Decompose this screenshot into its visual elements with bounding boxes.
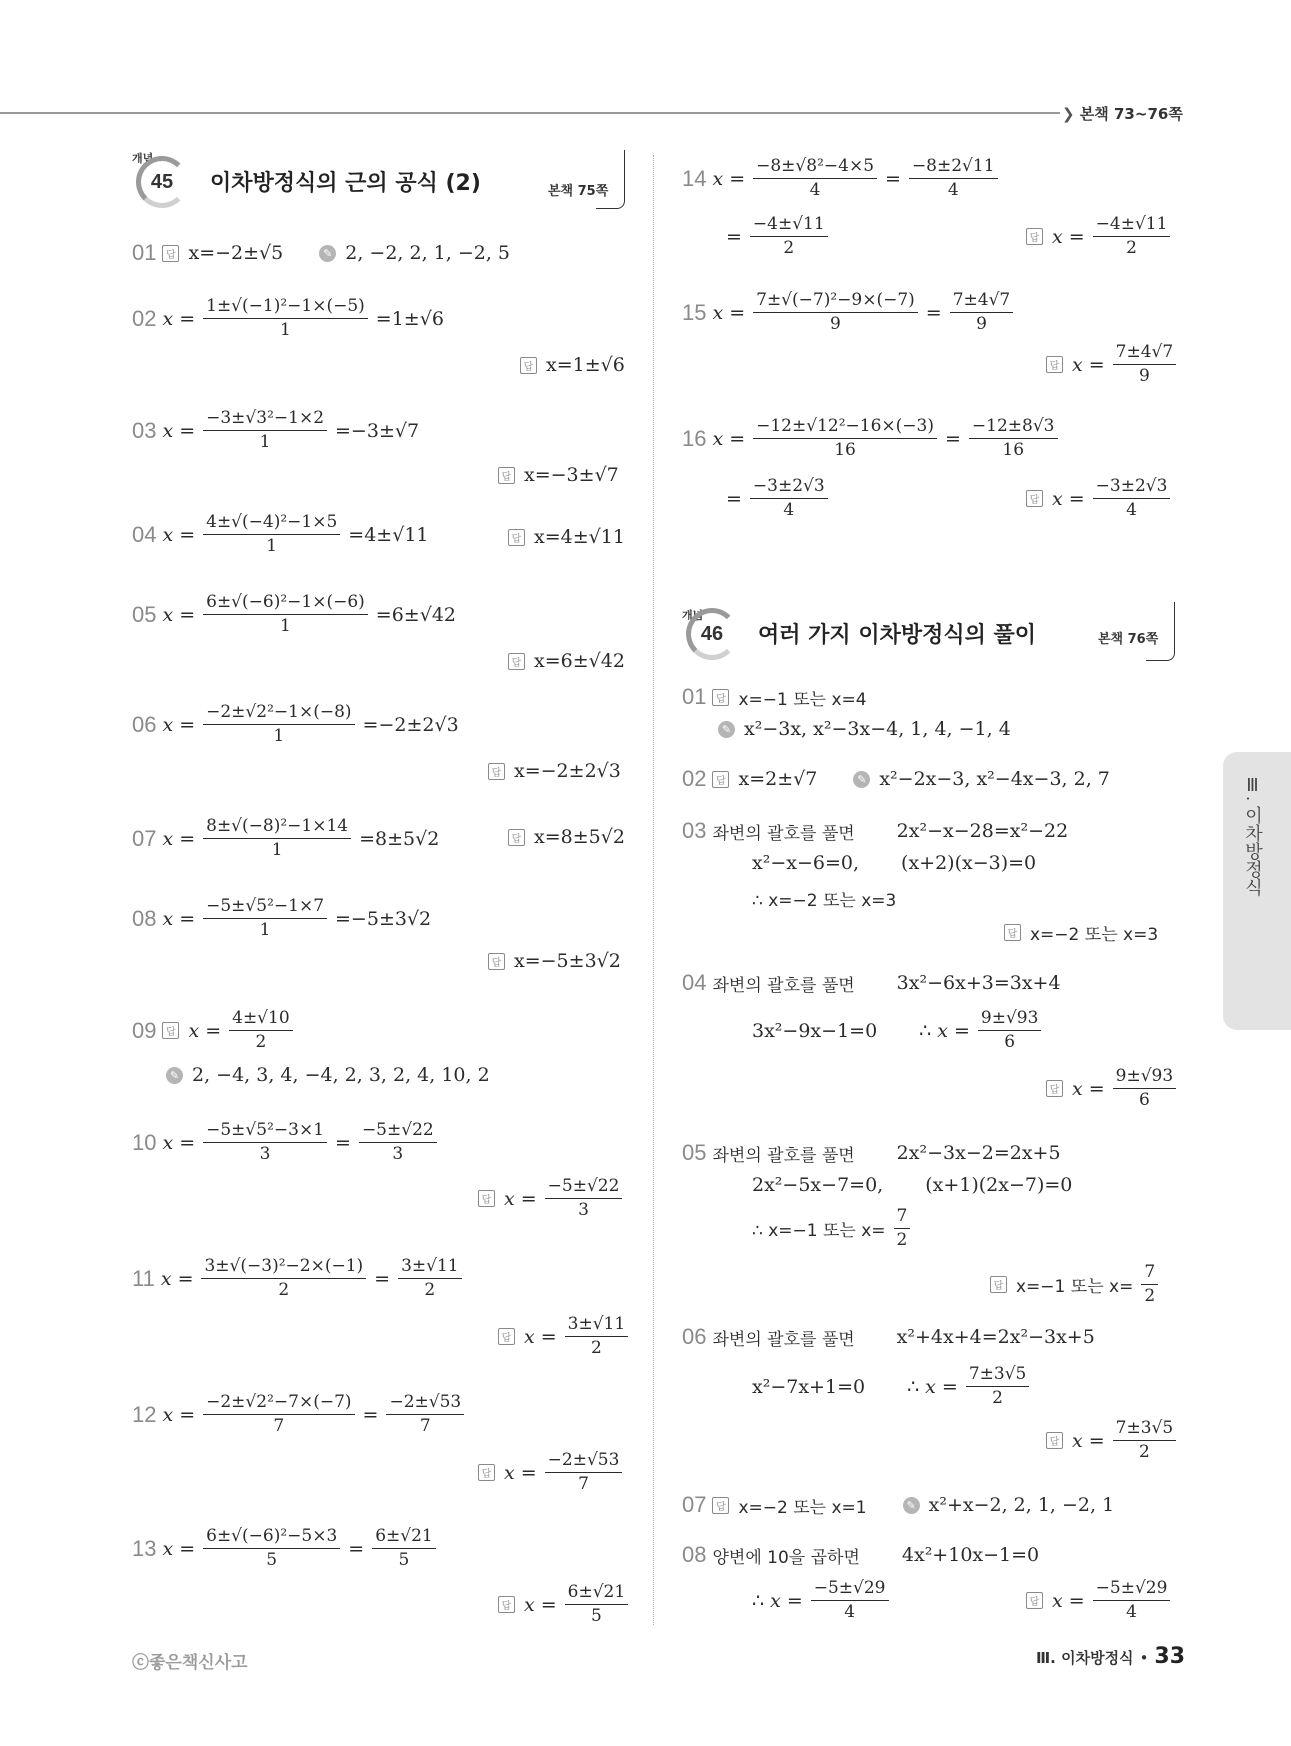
answer-45-02 bbox=[520, 354, 625, 376]
problem-45-15: 15 x = $\frac{\text{7±√(−7)²−9×(−7)}}{9}$ = $\frac{7\pm 4√7}{9}$ bbox=[682, 290, 1015, 335]
section-header-46 bbox=[682, 602, 1176, 660]
key-values: 2, −2, 2, 1, −2, 5 bbox=[345, 242, 511, 264]
step-46-05c: ∴ x=−1 또는 x= $\frac{7}{2}$ bbox=[752, 1206, 912, 1251]
header-ref: ❯ 본책 73~76쪽 bbox=[1062, 105, 1183, 123]
problem-number: 04 bbox=[682, 970, 707, 995]
equation: 3x²−9x−1=0 bbox=[752, 1019, 878, 1042]
problem-45-13: 13 x = $\frac{\text{6±√(−6)²−5×3}}{5}$ = $\frac{6\pm√21}{5}$ bbox=[132, 1526, 438, 1571]
problem-45-16: 16 x = $\frac{\text{−12±√12²−16×(−3)}}{16}$ = $\frac{-12\pm 8√3}{16}$ bbox=[682, 416, 1060, 461]
check-icon: ✎ bbox=[166, 1067, 183, 1084]
answer-icon: 답 bbox=[162, 1022, 179, 1039]
answer-icon: 답 bbox=[488, 763, 505, 780]
answer-icon: 답 bbox=[498, 1596, 515, 1613]
answer-icon: 답 bbox=[712, 689, 729, 706]
problem-45-14: 14 x = $\frac{\text{−8±√8²−4×5}}{4}$ = $\frac{-8\pm 2√11}{4}$ bbox=[682, 156, 1000, 201]
problem-45-07: 07 x = $\frac{\text{8±√(−8)²−1×14}}{1}$ =8±5√2 bbox=[132, 816, 440, 860]
answer-46-03 bbox=[1004, 920, 1158, 945]
step-46-05b bbox=[752, 1174, 1072, 1196]
footer-page-info bbox=[1036, 1644, 1185, 1669]
answer-icon: 답 bbox=[712, 771, 729, 788]
problem-45-05: 05 x = $\frac{\text{6±√(−6)²−1×(−6)}}{1}$ =6±√42 bbox=[132, 592, 457, 636]
section-ref: 본책 76쪽 bbox=[1098, 632, 1159, 647]
answer-45-16: 답 x = $\frac{-3\pm 2√3}{4}$ bbox=[1026, 476, 1172, 521]
problem-45-02: 02 x = $\frac{\text{1±√(−1)²−1×(−5)}}{1}$ =1±√6 bbox=[132, 296, 444, 340]
equation: 2x²−3x−2=2x+5 bbox=[896, 1142, 1061, 1164]
problem-45-09: 09 답 x = $\frac{4\pm√10}{2}$ bbox=[132, 1008, 295, 1053]
equation: ∴ x=−1 또는 x= bbox=[752, 1221, 886, 1241]
answer-45-13: 답 x = $\frac{6\pm√21}{5}$ bbox=[498, 1582, 630, 1627]
answer-icon: 답 bbox=[520, 357, 537, 374]
problem-number: 12 bbox=[132, 1401, 157, 1427]
answer-text: x=1±√6 bbox=[546, 354, 625, 376]
concept-number-badge: 45 bbox=[136, 156, 188, 208]
concept-label: 개념 bbox=[132, 152, 154, 165]
key-46-01 bbox=[718, 718, 1011, 740]
problem-45-01 bbox=[132, 240, 510, 266]
problem-45-08: 08 x = $\frac{\text{−5±√5²−1×7}}{1}$ =−5±3√2 bbox=[132, 896, 432, 940]
answer-45-05 bbox=[508, 650, 625, 672]
problem-number: 05 bbox=[132, 601, 157, 627]
problem-number: 06 bbox=[682, 1324, 707, 1349]
equation: (x+2)(x−3)=0 bbox=[901, 852, 1037, 874]
equation: 2x²−5x−7=0, bbox=[752, 1174, 884, 1196]
problem-45-12: 12 x = $\frac{\text{−2±√2²−7×(−7)}}{7}$ = $\frac{-2\pm√53}{7}$ bbox=[132, 1392, 466, 1437]
answer-45-10: 답 x = $\frac{-5\pm√22}{3}$ bbox=[478, 1176, 624, 1221]
problem-number: 16 bbox=[682, 425, 707, 451]
problem-number: 03 bbox=[682, 818, 707, 843]
key-values: 2, −4, 3, 4, −4, 2, 3, 2, 4, 10, 2 bbox=[192, 1064, 490, 1086]
answer-icon: 답 bbox=[1046, 356, 1063, 373]
step-46-08b: ∴ x = $\frac{-5\pm√29}{4}$ bbox=[752, 1578, 891, 1623]
answer-45-15: 답 x = $\frac{7\pm 4√7}{9}$ bbox=[1046, 342, 1178, 387]
answer-text: x=4±√11 bbox=[534, 526, 625, 548]
page-number: 33 bbox=[1154, 1644, 1186, 1669]
key-values: x²+x−2, 2, 1, −2, 1 bbox=[928, 1494, 1115, 1516]
check-icon: ✎ bbox=[718, 721, 735, 738]
problem-number: 14 bbox=[682, 165, 707, 191]
answer-icon: 답 bbox=[478, 1190, 495, 1207]
section-title: 이차방정식의 근의 공식 (2) bbox=[210, 171, 481, 196]
problem-number: 01 bbox=[682, 684, 707, 709]
step-text: 좌변의 괄호를 풀면 bbox=[712, 1145, 855, 1166]
problem-number: 11 bbox=[132, 1265, 155, 1291]
answer-45-12: 답 x = $\frac{-2\pm√53}{7}$ bbox=[478, 1450, 624, 1495]
equation: ∴ x=−2 또는 x=3 bbox=[752, 891, 897, 911]
problem-number: 09 bbox=[132, 1017, 157, 1043]
problem-number: 15 bbox=[682, 299, 707, 325]
answer-46-06: 답 x = $\frac{7\pm 3√5}{2}$ bbox=[1046, 1418, 1178, 1463]
answer-icon: 답 bbox=[1004, 924, 1021, 941]
answer-icon: 답 bbox=[1026, 490, 1043, 507]
answer-icon: 답 bbox=[498, 1328, 515, 1345]
answer-text: x=2±√7 bbox=[738, 768, 818, 790]
answer-icon: 답 bbox=[1046, 1432, 1063, 1449]
problem-46-03 bbox=[682, 818, 1068, 844]
answer-text: x=−2±√5 bbox=[188, 242, 284, 264]
problem-number: 02 bbox=[132, 305, 157, 331]
answer-text: x=−2 또는 x=1 bbox=[738, 1497, 867, 1518]
step-46-03b bbox=[752, 852, 1036, 874]
problem-number: 01 bbox=[132, 240, 157, 265]
answer-icon: 답 bbox=[162, 245, 179, 262]
problem-46-02 bbox=[682, 766, 1110, 792]
answer-icon: 답 bbox=[1046, 1080, 1063, 1097]
problem-number: 13 bbox=[132, 1535, 157, 1561]
answer-icon: 답 bbox=[1026, 1592, 1043, 1609]
footer-publisher: ⓒ좋은책신사고 bbox=[132, 1653, 248, 1673]
answer-icon: 답 bbox=[498, 467, 515, 484]
answer-45-14: 답 x = $\frac{-4\pm√11}{2}$ bbox=[1026, 214, 1172, 259]
key-values: x²−2x−3, x²−4x−3, 2, 7 bbox=[879, 768, 1110, 790]
check-icon: ✎ bbox=[853, 771, 870, 788]
answer-icon: 답 bbox=[508, 829, 525, 846]
equation: x²−7x+1=0 bbox=[752, 1375, 866, 1398]
problem-46-07 bbox=[682, 1492, 1114, 1518]
answer-text: x=6±√42 bbox=[534, 650, 625, 672]
problem-number: 10 bbox=[132, 1129, 157, 1155]
key-45-09 bbox=[166, 1064, 490, 1086]
answer-45-08 bbox=[488, 950, 621, 972]
concept-number-badge: 46 bbox=[686, 608, 738, 660]
answer-icon: 답 bbox=[508, 529, 525, 546]
answer-text: x=−5±3√2 bbox=[514, 950, 621, 972]
equation: x²+4x+4=2x²−3x+5 bbox=[896, 1326, 1095, 1348]
answer-icon: 답 bbox=[508, 653, 525, 670]
problem-number: 06 bbox=[132, 711, 157, 737]
chevron-right-icon: ❯ bbox=[1062, 105, 1080, 123]
step-46-06b: x²−7x+1=0 ∴ x = $\frac{7\pm 3√5}{2}$ bbox=[752, 1364, 1031, 1409]
problem-45-04: 04 x = $\frac{\text{4±√(−4)²−1×5}}{1}$ =4±√11 bbox=[132, 512, 429, 556]
side-tab-label: Ⅲ. 이차방정식 bbox=[1243, 775, 1263, 897]
problem-number: 07 bbox=[132, 825, 157, 851]
problem-number: 02 bbox=[682, 766, 707, 791]
answer-text: x=−2±2√3 bbox=[514, 760, 621, 782]
problem-number: 04 bbox=[132, 521, 157, 547]
answer-45-04 bbox=[508, 526, 625, 548]
answer-45-07 bbox=[508, 826, 625, 848]
step-text: 양변에 10을 곱하면 bbox=[712, 1547, 860, 1568]
step-text: 좌변의 괄호를 풀면 bbox=[712, 823, 855, 844]
equation: 3x²−6x+3=3x+4 bbox=[896, 972, 1061, 994]
column-divider bbox=[653, 155, 654, 1625]
problem-45-03: 03 x = $\frac{\text{−3±√3²−1×2}}{1}$ =−3±√7 bbox=[132, 408, 420, 452]
problem-46-06 bbox=[682, 1324, 1095, 1350]
problem-45-10: 10 x = $\frac{\text{−5±√5²−3×1}}{3}$ = $\frac{-5\pm√22}{3}$ bbox=[132, 1120, 439, 1165]
answer-45-06 bbox=[488, 760, 621, 782]
problem-number: 05 bbox=[682, 1140, 707, 1165]
check-icon: ✎ bbox=[903, 1497, 920, 1514]
problem-45-11: 11 x = $\frac{\text{3±√(−3)²−2×(−1)}}{2}$ = $\frac{3\pm√11}{2}$ bbox=[132, 1256, 464, 1301]
section-title: 여러 가지 이차방정식의 풀이 bbox=[758, 623, 1037, 648]
section-bracket bbox=[596, 150, 625, 209]
equation: 2x²−x−28=x²−22 bbox=[896, 820, 1069, 842]
problem-46-04 bbox=[682, 970, 1061, 996]
equation: 4x²+10x−1=0 bbox=[901, 1544, 1040, 1566]
answer-icon: 답 bbox=[712, 1497, 729, 1514]
answer-text: x=8±5√2 bbox=[534, 826, 625, 848]
equation: x²−x−6=0, bbox=[752, 852, 860, 874]
problem-number: 03 bbox=[132, 417, 157, 443]
answer-icon: 답 bbox=[478, 1464, 495, 1481]
problem-number: 07 bbox=[682, 1492, 707, 1517]
footer-bullet: • bbox=[1139, 1649, 1149, 1667]
concept-label: 개념 bbox=[682, 609, 704, 622]
problem-46-01 bbox=[682, 684, 867, 710]
section-bracket bbox=[1146, 602, 1175, 661]
answer-text: x=−1 또는 x= bbox=[1016, 1277, 1134, 1297]
problem-45-16-step: = $\frac{-3\pm 2√3}{4}$ bbox=[726, 476, 830, 521]
header-rule bbox=[0, 112, 1060, 114]
equation: (x+1)(2x−7)=0 bbox=[925, 1174, 1073, 1196]
step-text: 좌변의 괄호를 풀면 bbox=[712, 975, 855, 996]
answer-text: x=−1 또는 x=4 bbox=[738, 689, 867, 710]
answer-icon: 답 bbox=[990, 1276, 1007, 1293]
section-ref: 본책 75쪽 bbox=[548, 184, 609, 199]
check-icon: ✎ bbox=[319, 245, 336, 262]
answer-46-04: 답 x = $\frac{9\pm√93}{6}$ bbox=[1046, 1066, 1178, 1111]
answer-icon: 답 bbox=[488, 953, 505, 970]
step-46-03c bbox=[752, 886, 896, 911]
problem-46-08 bbox=[682, 1542, 1039, 1568]
step-text: 좌변의 괄호를 풀면 bbox=[712, 1329, 855, 1350]
answer-icon: 답 bbox=[1026, 228, 1043, 245]
problem-46-05 bbox=[682, 1140, 1061, 1166]
section-header-45 bbox=[132, 150, 626, 208]
step-46-04b: 3x²−9x−1=0 ∴ x = $\frac{9\pm√93}{6}$ bbox=[752, 1008, 1043, 1053]
problem-number: 08 bbox=[682, 1542, 707, 1567]
answer-46-05: 답 x=−1 또는 x= $\frac{7}{2}$ bbox=[990, 1262, 1160, 1307]
key-values: x²−3x, x²−3x−4, 1, 4, −1, 4 bbox=[744, 718, 1011, 740]
footer-chapter: Ⅲ. 이차방정식 bbox=[1036, 1649, 1134, 1667]
answer-text: x=−3±√7 bbox=[524, 464, 619, 486]
problem-number: 08 bbox=[132, 905, 157, 931]
answer-45-11: 답 x = $\frac{3\pm√11}{2}$ bbox=[498, 1314, 630, 1359]
problem-45-14-step: = $\frac{-4\pm√11}{2}$ bbox=[726, 214, 830, 259]
answer-45-03 bbox=[498, 464, 619, 486]
answer-46-08: 답 x = $\frac{-5\pm√29}{4}$ bbox=[1026, 1578, 1172, 1623]
problem-45-06: 06 x = $\frac{\text{−2±√2²−1×(−8)}}{1}$ =−2±2√3 bbox=[132, 702, 459, 746]
answer-text: x=−2 또는 x=3 bbox=[1030, 925, 1159, 945]
